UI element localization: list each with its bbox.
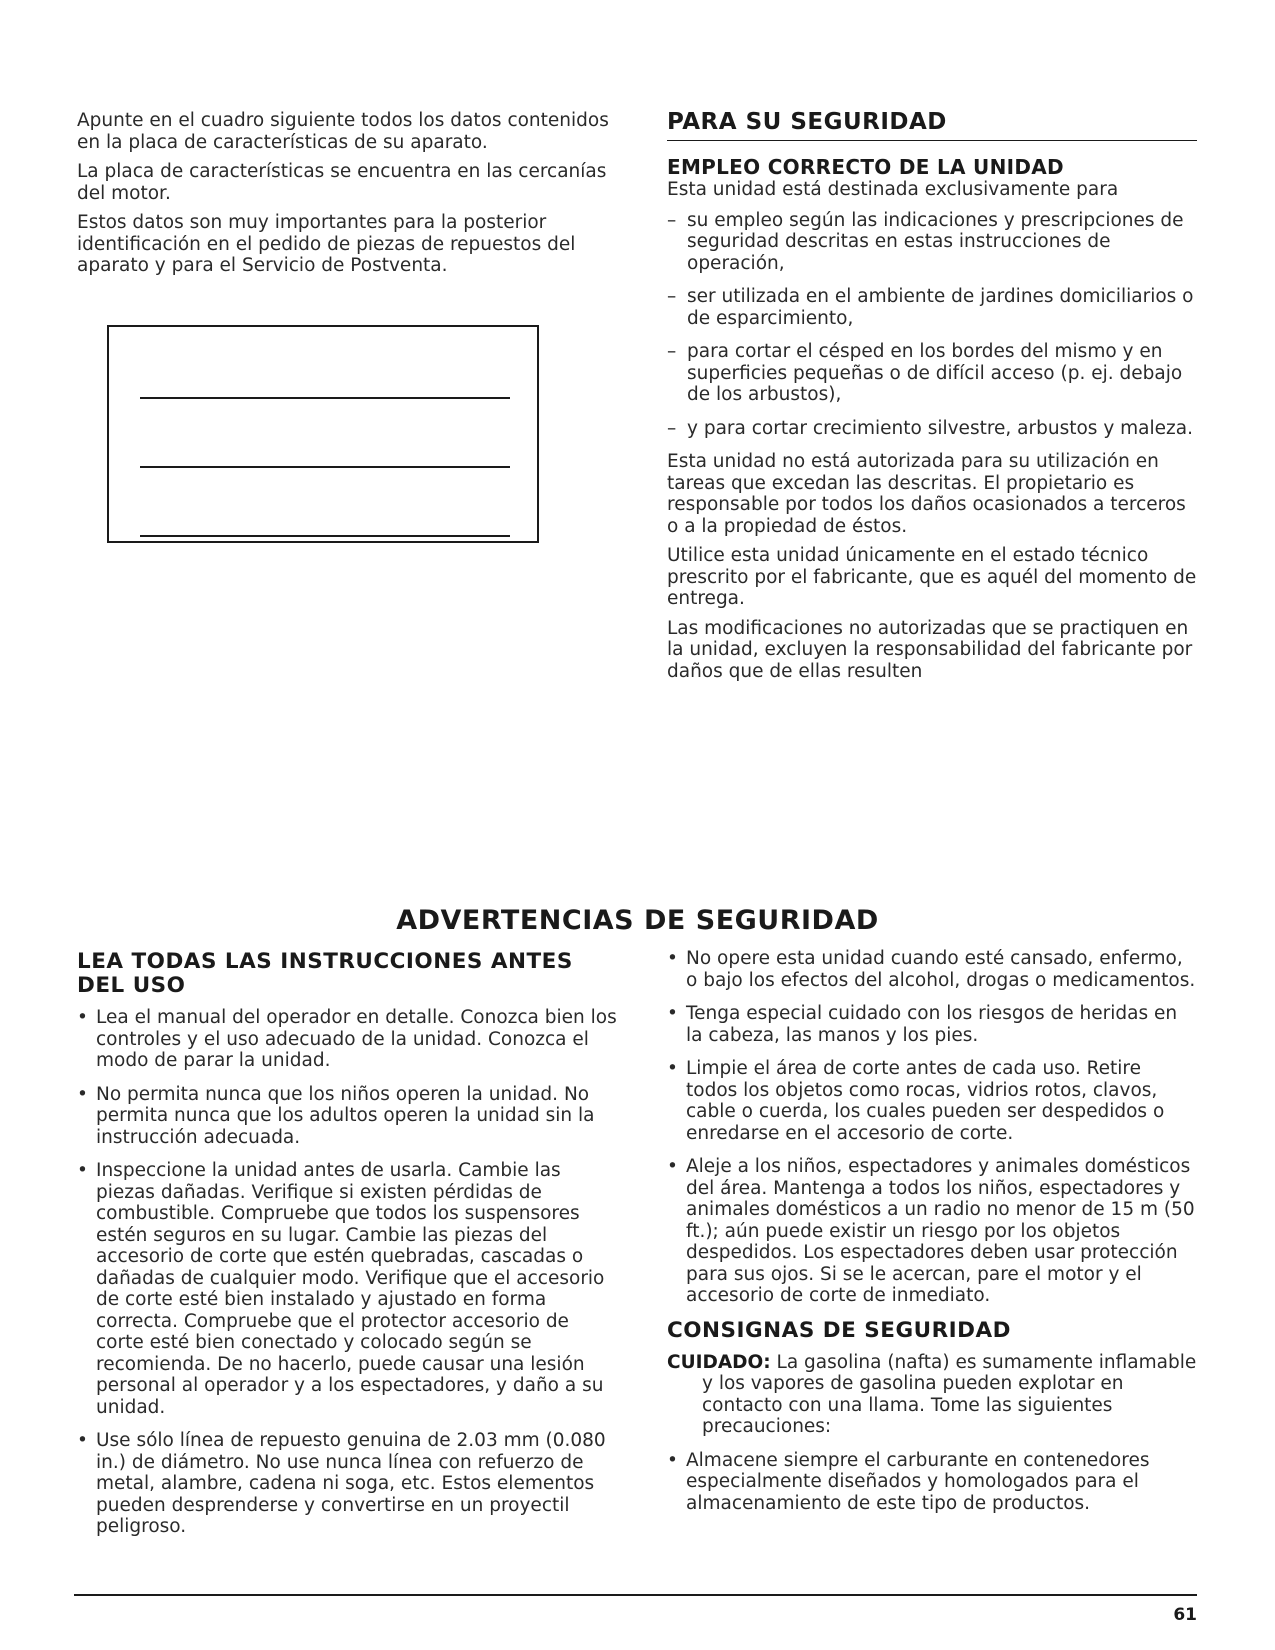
list-item: • Almacene siempre el carburante en contenedores especialmente diseñados y homologados para el almacenamiento de este tipo de productos. [667,1450,1197,1515]
subsection-title: LEA TODAS LAS INSTRUCCIONES ANTES DEL USO [77,949,573,998]
data-entry-line [140,397,510,399]
safety-rules-list [667,1450,1197,1515]
intended-use-list [667,210,1197,440]
list-item: • Tenga especial cuidado con los riesgos de heridas en la cabeza, las manos y los pies. [667,1003,1197,1046]
section-title: PARA SU SEGURIDAD [667,109,947,135]
warning-list [667,948,1197,1307]
list-item: – y para cortar crecimiento silvestre, arbustos y maleza. [667,418,1197,440]
intro-text: Esta unidad está destinada exclusivamente para [667,179,1119,200]
rating-plate-instructions [77,110,617,285]
warning-list [77,1007,617,1538]
list-item: • Lea el manual del operador en detalle. Conozca bien los controles y el uso adecuado de la unidad. Conozca el modo de parar la unidad. [77,1007,617,1072]
paragraph: Utilice esta unidad únicamente en el estado técnico prescrito por el fabricante, que es aquél del momento de entrega. [667,545,1197,609]
list-item: – ser utilizada en el ambiente de jardines domiciliarios o de esparcimiento, [667,286,1197,329]
paragraph: Estos datos son muy importantes para la posterior identificación en el pedido de piezas de repuestos del aparato y para el Servicio de Postventa. [77,212,576,276]
data-entry-line [140,535,510,537]
list-item: • Inspeccione la unidad antes de usarla. Cambie las piezas dañadas. Verifique si existen pérdidas de combustible. Compruebe que todos los suspensores estén seguros en su lugar. Cambie las piezas del accesorio de corte que estén quebradas, cascadas o dañadas de cualquier modo. Verifique que el accesorio de corte esté bien instalado y ajustado en forma correcta. Compruebe que el protector accesorio de corte esté bien conectado y colocado según se recomienda. De no hacerlo, puede causar una lesión personal al operador y a los espectadores, y daño a su unidad. [77,1160,617,1418]
caution-note [667,1352,1197,1438]
warnings-title: ADVERTENCIAS DE SEGURIDAD [396,905,879,936]
caution-label: CUIDADO: [667,1351,771,1373]
list-item: • Aleje a los niños, espectadores y animales domésticos del área. Mantenga a todos los niños, espectadores y animales domésticos a un radio no menor de 15 m (50 ft.); aún puede existir un riesgo por los objetos despedidos. Los espectadores deben usar protección para sus ojos. Si se le acercan, pare el motor y el accesorio de corte de inmediato. [667,1156,1197,1307]
paragraph: La placa de características se encuentra en las cercanías del motor. [77,161,607,204]
list-item: – su empleo según las indicaciones y prescripciones de seguridad descritas en estas instrucciones de operación, [667,210,1197,275]
list-item: • Limpie el área de corte antes de cada uso. Retire todos los objetos como rocas, vidrios rotos, clavos, cable o cuerda, los cuales pueden ser despedidos o enredarse en el accesorio de corte. [667,1058,1197,1144]
rating-plate-data-box [107,325,539,543]
list-item: – para cortar el césped en los bordes del mismo y en superficies pequeñas o de difícil acceso (p. ej. debajo de los arbustos), [667,341,1197,406]
list-item: • Use sólo línea de repuesto genuina de 2.03 mm (0.080 in.) de diámetro. No use nunca línea con refuerzo de metal, alambre, cadena ni soga, etc. Estos elementos pueden desprenderse y convertirse en un proyectil peligroso. [77,1430,617,1538]
list-item: • No permita nunca que los niños operen la unidad. No permita nunca que los adultos operen la unidad sin la instrucción adecuada. [77,1084,617,1149]
subsection-title: CONSIGNAS DE SEGURIDAD [667,1317,1011,1343]
caution-text: La gasolina (nafta) es sumamente inflamable y los vapores de gasolina pueden explotar en contacto con una llama. Tome las siguientes precauciones: [702,1351,1197,1437]
list-item: • No opere esta unidad cuando esté cansado, enfermo, o bajo los efectos del alcohol, drogas o medicamentos. [667,948,1197,991]
data-entry-line [140,466,510,468]
warnings-right-column [667,948,1197,1526]
paragraph: Esta unidad no está autorizada para su utilización en tareas que excedan las descritas. El propietario es responsable por todos los daños ocasionados a terceros o a la propiedad de éstos. [667,451,1186,537]
safety-section [667,108,1197,690]
title-divider [667,140,1197,141]
subsection-title: EMPLEO CORRECTO DE LA UNIDAD [667,155,1064,179]
page-number: 61 [1173,1605,1197,1625]
paragraph: Apunte en el cuadro siguiente todos los datos contenidos en la placa de características de su aparato. [77,110,609,153]
footer-divider [74,1594,1197,1596]
read-instructions-section [77,950,617,1550]
paragraph: Las modificaciones no autorizadas que se practiquen en la unidad, excluyen la responsabilidad del fabricante por daños que de ellas resulten [667,617,1193,682]
